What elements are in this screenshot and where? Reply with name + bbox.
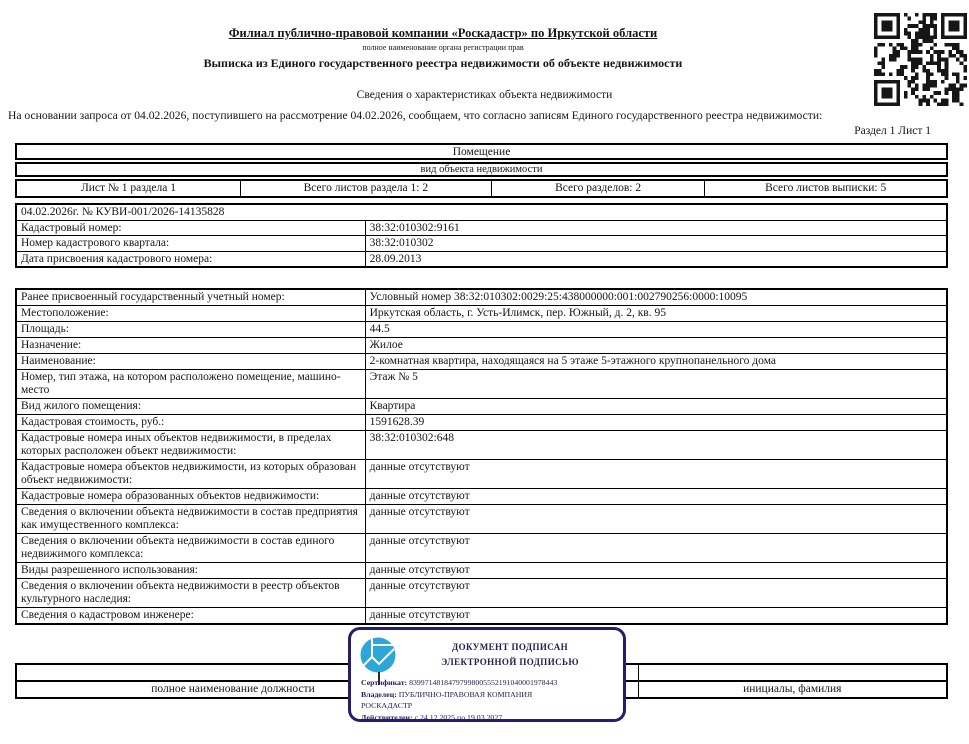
qr-code — [874, 11, 967, 108]
stamp-certificate — [361, 677, 617, 689]
certificate-label: Сертификат: — [361, 678, 408, 687]
owner-value: ПУБЛИЧНО-ПРАВОВАЯ КОМПАНИЯ РОСКАДАСТР — [361, 689, 533, 710]
row-label: Виды разрешенного использования: — [16, 563, 365, 579]
table-row — [16, 489, 947, 505]
section-sheet-label: Раздел 1 Лист 1 — [854, 125, 931, 137]
certificate-value: 83997148184797998005552191040001978443 — [409, 678, 558, 687]
table-row — [16, 251, 947, 267]
row-label: Кадастровые номера образованных объектов недвижимости: — [16, 489, 365, 505]
row-value: 1591628.39 — [365, 415, 947, 431]
request-number: 04.02.2026г. № КУВИ-001/2026-14135828 — [16, 204, 947, 220]
table-row — [16, 399, 947, 415]
table-row — [16, 370, 947, 399]
row-value: Иркутская область, г. Усть-Илимск, пер. Южный, д. 2, кв. 95 — [365, 306, 947, 322]
row-label: Кадастровые номера иных объектов недвижимости, в пределах которых расположен объект недвижимости: — [16, 431, 365, 460]
table-row — [16, 220, 947, 236]
row-label: Площадь: — [16, 322, 365, 338]
table-row — [16, 431, 947, 460]
row-label: Вид жилого помещения: — [16, 399, 365, 415]
table-row — [16, 289, 947, 306]
table-row — [16, 608, 947, 625]
row-value: 38:32:010302:9161 — [365, 220, 947, 236]
signature-col-name — [638, 665, 946, 697]
row-label: Кадастровые номера объектов недвижимости, из которых образован объект недвижимости: — [16, 460, 365, 489]
row-label: Наименование: — [16, 354, 365, 370]
row-label: Номер кадастрового квартала: — [16, 236, 365, 252]
validity-label: Действителен: — [361, 712, 413, 722]
request-line: На основании запроса от 04.02.2026, поступившего на рассмотрение 04.02.2026, сообщаем, что согласно записям Единого государственного реестра недвижимости: — [8, 109, 823, 122]
row-value: данные отсутствуют — [365, 489, 947, 505]
row-label: Сведения о включении объекта недвижимости в состав единого недвижимого комплекса: — [16, 534, 365, 563]
table-row — [16, 460, 947, 489]
object-type-caption: вид объекта недвижимости — [15, 162, 948, 177]
table-row — [16, 338, 947, 354]
row-value: 28.09.2013 — [365, 251, 947, 267]
stamp-details — [361, 677, 617, 723]
org-title — [0, 26, 886, 41]
stamp-validity — [361, 712, 617, 724]
table-row — [16, 236, 947, 252]
row-value: 44.5 — [365, 322, 947, 338]
row-value: данные отсутствуют — [365, 505, 947, 534]
stamp-title — [403, 640, 617, 670]
row-value: 38:32:010302:648 — [365, 431, 947, 460]
document-title: Выписка из Единого государственного реестра недвижимости об объекте недвижимости — [203, 56, 683, 70]
sheet-cell: Всего листов выписки: 5 — [704, 181, 946, 196]
details-table — [15, 288, 948, 625]
row-label: Ранее присвоенный государственный учетный номер: — [16, 289, 365, 306]
qr-code-image — [874, 11, 967, 108]
sheet-cell: Лист № 1 раздела 1 — [80, 182, 176, 194]
table-row — [16, 354, 947, 370]
row-label: Дата присвоения кадастрового номера: — [16, 251, 365, 267]
signature-empty-cell — [639, 665, 946, 682]
sheets-info-row — [15, 179, 948, 198]
row-label: Сведения о включении объекта недвижимости в реестр объектов культурного наследия: — [16, 579, 365, 608]
row-value: 38:32:010302 — [365, 236, 947, 252]
stamp-owner — [361, 689, 556, 712]
table-row — [16, 534, 947, 563]
row-label: Кадастровая стоимость, руб.: — [16, 415, 365, 431]
row-value: данные отсутствуют — [365, 579, 947, 608]
object-type: Помещение — [15, 143, 948, 160]
org-title-text: Филиал публично-правовой компании «Роскадастр» по Иркутской области — [228, 26, 658, 40]
row-label: Кадастровый номер: — [16, 220, 365, 236]
sheet-cell: Всего листов раздела 1: 2 — [240, 181, 491, 196]
row-label: Назначение: — [16, 338, 365, 354]
digital-signature-stamp — [348, 627, 626, 722]
row-label: Местоположение: — [16, 306, 365, 322]
sheet-cell: Всего разделов: 2 — [491, 181, 705, 196]
table-row — [16, 204, 947, 220]
position-caption: полное наименование должности — [151, 683, 315, 695]
table-row — [16, 563, 947, 579]
row-value: данные отсутствуют — [365, 563, 947, 579]
row-value: Этаж № 5 — [365, 370, 947, 399]
table-row — [16, 505, 947, 534]
name-caption: инициалы, фамилия — [743, 683, 842, 695]
row-value: 2-комнатная квартира, находящаяся на 5 этаже 5-этажного крупнопанельного дома — [365, 354, 947, 370]
row-label: Сведения о кадастровом инженере: — [16, 608, 365, 625]
row-value: данные отсутствуют — [365, 534, 947, 563]
roskadastr-logo-icon — [359, 636, 397, 674]
stamp-title-line1: ДОКУМЕНТ ПОДПИСАН — [452, 642, 568, 652]
table-row — [16, 322, 947, 338]
row-label: Номер, тип этажа, на котором расположено помещение, машино-место — [16, 370, 365, 399]
org-caption: полное наименование органа регистрации прав — [362, 43, 524, 52]
row-value: Квартира — [365, 399, 947, 415]
table-row — [16, 579, 947, 608]
table-row — [16, 306, 947, 322]
cadastral-table — [15, 203, 948, 268]
row-label: Сведения о включении объекта недвижимости в состав предприятия как имущественного комплекса: — [16, 505, 365, 534]
validity-value: с 24.12.2025 по 19.03.2027 — [414, 712, 503, 722]
stamp-title-line2: ЭЛЕКТРОННОЙ ПОДПИСЬЮ — [441, 657, 579, 667]
row-value: Условный номер 38:32:010302:0029:25:438000000:001:002790256:0000:10095 — [365, 289, 947, 306]
row-value: данные отсутствуют — [365, 460, 947, 489]
row-value: Жилое — [365, 338, 947, 354]
table-row — [16, 415, 947, 431]
section-title: Сведения о характеристиках объекта недвижимости — [356, 89, 613, 101]
owner-label: Владелец: — [361, 689, 397, 699]
row-value: данные отсутствуют — [365, 608, 947, 625]
